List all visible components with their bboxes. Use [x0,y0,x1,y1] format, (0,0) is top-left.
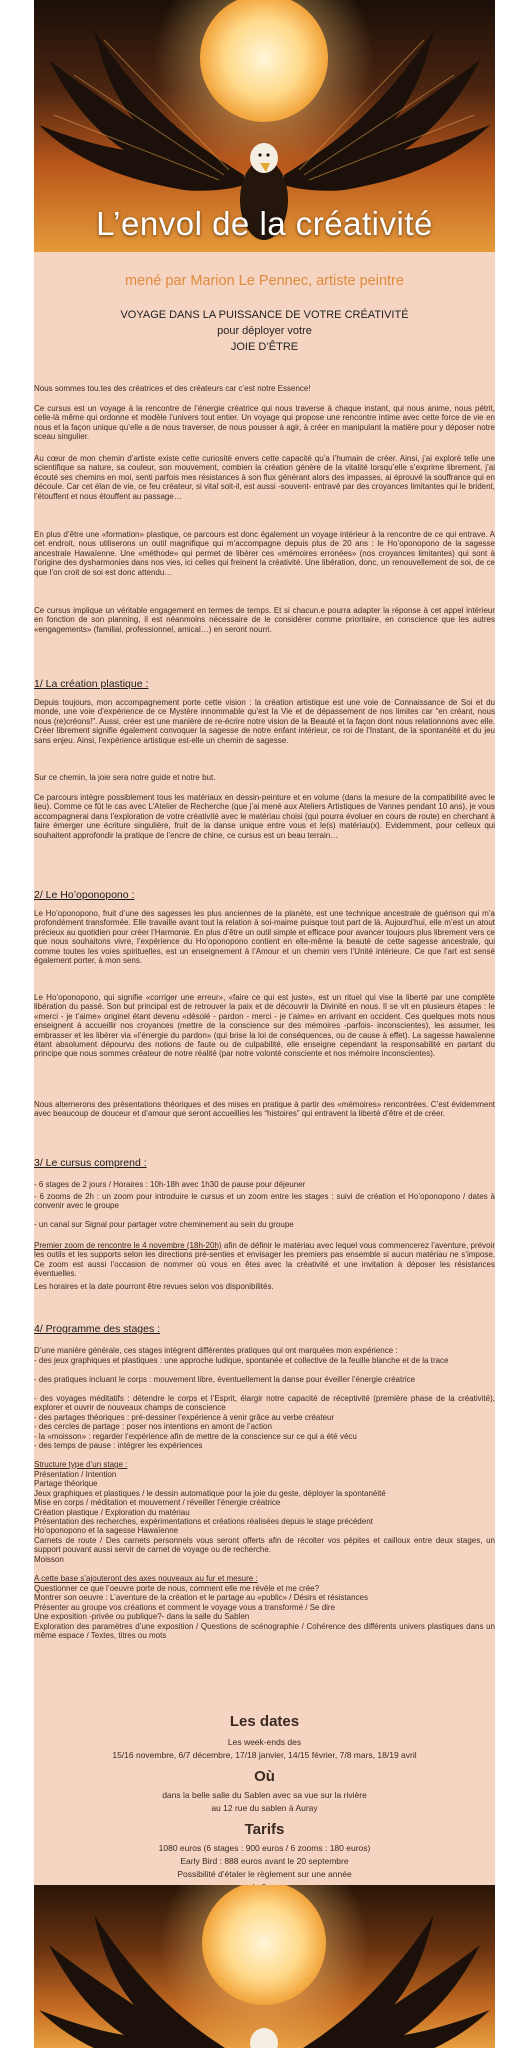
section-3-heading: 3/ Le cursus comprend : [34,1157,147,1169]
cursus-item-3: - un canal sur Signal pour partager votre cheminement au sein du groupe [34,1220,294,1229]
section-2-heading: 2/ Le Ho’oponopono : [34,889,135,901]
axes-item-3: Présenter au groupe vos créations et comment le voyage vous a transformé / Se dire [34,1603,336,1612]
tagline [34,307,495,355]
price-title: Tarifs [244,1821,285,1838]
structure-heading: Structure type d’un stage : [34,1460,128,1469]
practical-info [34,1713,495,1894]
intro-paragraph-4: En plus d’être une «formation» plastique, ce parcours est donc également un voyage intérieur à la rencontre de ce qui entrave. A cet endroit, nous utiliserons un outil magnifique qui m’accompagne depuis plus de 20 ans : le Ho’oponopono de la sagesse ancestrale Hawaïenne. Une «méthode» qui permet de libérer ces «mémoires erronées» (nos croyances limitantes) qui sont à l’origine des dysharmonies dans nos vies, ici celles qui freinent la créativité. Une libération, donc, un renouvellement de soi, de ce que l’on croit de soi est donc attendu… [34,530,495,577]
program-item-7: - des temps de pause : intégrer les expériences [34,1441,203,1450]
subtitle: mené par Marion Le Pennec, artiste peintre [125,273,404,289]
program-item-2: - des pratiques incluant le corps : mouvement libre, éventuellement la danse pour éveiller l’énergie créatrice [34,1375,416,1384]
intro-paragraph-3: Au cœur de mon chemin d’artiste existe cette curiosité envers cette capacité qu’a l’humain de créer. Ainsi, j’ai exploré telle une scientifique sa nature, sa couleur, son mouvement, combien la création génère de la vitalité lorsqu’elle s’exprime librement, j’ai écouté ses chemins en moi, senti parfois mes résistances à son flux générant alors des impasses, ai éprouvé la souffrance qui en découle. Car cet élan de vie, ce feu créateur, si vital soit-il, est aussi -souvent- entravé par des croyances limitantes qui le brident, l’étouffent et nous étouffent au passage… [34,454,495,501]
cursus-item-2: - 6 zooms de 2h : un zoom pour introduire le cursus et un zoom entre les stages : suivi de création et Ho’oponopono / dates à convenir avec le groupe [34,1192,495,1211]
schedule-note: Les horaires et la date pourront être revues selon vos disponibilités. [34,1282,274,1291]
zoom-date-link: Premier zoom de rencontre le 4 novembre (18h-20h) [34,1241,222,1250]
dates-title: Les dates [229,1713,300,1730]
section-2-paragraph-3: Nous alternerons des présentations théoriques et des mises en pratique à partir des «mémoires» rencontrées. C’est évidemment avec beaucoup de douceur et d’amour que seront accueillies les “histoires” qui entravent la liberté d’être et de créer. [34,1100,495,1119]
program-intro: D’une manière générale, ces stages intègrent différentes pratiques qui ont marquées mon expérience : [34,1346,398,1355]
axes-item-5: Exploration des paramètres d’une exposition / Questions de scénographie / Cohérence des différents univers plastiques dans un même espace / Textes, titres ou mots [34,1622,495,1641]
section-2-paragraph-1: Le Ho’oponopono, fruit d’une des sagesses les plus anciennes de la planète, est une technique ancestrale de guérison qui m’a profondément transformée. Elle travaille avant tout la relation à soi-maime puisque tout part de là. Aujourd’hui, elle m’est un atout précieux au quotidien pour créer l’Harmonie. En plus d’être un outil simple et efficace pour avancer toujours plus librement vers ce que nous souhaitons vivre, l’expérience du Ho’oponopono contient en elle-même la beauté de cette sagesse ancestrale, qui comme toutes les voies spirituelles, est un enseignement à l’Amour et un chemin vers l’Unité intérieure. Ce que l’art est sensé également porter, à mon sens. [34,909,495,966]
structure-item-2: Partage théorique [34,1479,98,1488]
banner-title: L’envol de la créativité [96,205,433,242]
section-1-paragraph-3: Ce parcours intègre possiblement tous les matériaux en dessin-peinture et en volume (dans la mesure de la compatibilité avec le lieu). Comme ce fût le cas avec L’Atelier de Recherche (que j’ai mené aux Ateliers Artistiques de Vannes pendant 10 ans), je vous accompagnerai dans l’exploration de votre créativité avec le matériau choisi (qui pourra évoluer en cours de route) en cherchant à faire émerger une écriture singulière, fruit de la danse unique entre vous et le(s) matériau(x). Evidemment, pour celleux qui souhaitent approfondir la pratique de l’encre de chine, ce cursus est un beau terrain… [34,793,495,840]
where-line-2: au 12 rue du sablen à Auray [211,1803,318,1813]
tagline-line-3: JOIE D’ÊTRE [230,341,299,353]
zoom-description: afin de définir le matériau avec lequel vous commencerez l’aventure, prévoir les outils et les supports selon les directions pré-senties et envisager les premiers pas ensemble si aucun matériau ne s’impose. Ce zoom est aussi l’occasion de nommer où vous en êtes avec la créativité et une invitation à déposer les résistances éventuelles. [34,1241,495,1279]
cursus-item-1: - 6 stages de 2 jours / Horaires : 10h-18h avec 1h30 de pause pour déjeuner [34,1180,306,1189]
section-2-paragraph-2: Le Ho’oponopono, qui signifie «corriger une erreur», «faire ce qui est juste», est un rituel qui vise la liberté par une complète libération du passé. Son but principal est de retrouver la paix et de découvrir la Divinité en nous. Il se vit en plusieurs étapes : le «merci - je t’aime» originel étant devenu «désolé - pardon - merci - je t’aime» en arrivant en occident. Ces quelques mots nous enseignent à accueillir nos croyances (mettre de la conscience sur des mémoires -parfois- inconscientes), les assumer, les embrasser et les libérer via «l’énergie du pardon» (qui brise la loi de conséquences, ou de cause à effet). La sagesse hawaïenne étant absolument dépourvu des notions de faute ou de culpabilité, elle enseigne cependant la responsabilité en partant du principe que nous sommes créateur de notre réalité (par notre volonté consciente et nos mémoire inconscientes). [34,993,495,1059]
program-item-1: - des jeux graphiques et plastiques : une approche ludique, spontanée et collective de la feuille blanche et de la trace [34,1356,449,1365]
structure-item-9: Moisson [34,1555,64,1564]
dates-line-2: 15/16 novembre, 6/7 décembre, 17/18 janvier, 14/15 février, 7/8 mars, 18/19 avril [112,1750,417,1760]
eagle-sunset-banner-bottom [34,1885,495,2048]
dates-line-1: Les week-ends des [227,1737,302,1747]
price-line-3: Possibilité d’étaler le règlement sur une année [177,1869,352,1879]
structure-item-7: Ho’oponopono et la sagesse Hawaïenne [34,1526,179,1535]
program-item-5: - des cercles de partage : poser nos intentions en amont de l’action [34,1422,272,1431]
structure-item-6: Présentation des recherches, expérimentations et créations réalisées depuis le stage précédent [34,1517,373,1526]
section-1-paragraph-2: Sur ce chemin, la joie sera notre guide et notre but. [34,773,216,782]
structure-item-5: Création plastique / Exploration du matériau [34,1508,190,1517]
axes-item-2: Montrer son oeuvre : L’aventure de la création et le partage au «public» / Désirs et résistances [34,1593,368,1602]
structure-item-8: Carnets de route / Des carnets personnels vous seront offerts afin de récolter vos pépites et cailloux entre deux stages, un support pouvant aussi servir de carnet de voyage ou de recherche. [34,1536,495,1555]
structure-item-1: Présentation / Intention [34,1470,117,1479]
intro-paragraph-2: Ce cursus est un voyage à la rencontre de l’énergie créatrice qui nous traverse à chaque instant, qui nous anime, nous pétrit, celle-là même qui ordonne et modèle l’univers tout entier. Un voyage qui propose une rencontre intime avec cette force de vie en nous et la façon unique qu’elle a de nous traverser, de nous pousser à agir, à créer en manipulant la matière pour y déposer notre sceau singulier. [34,404,495,442]
axes-item-4: Une exposition -privée ou publique?- dans la salle du Sablen [34,1612,250,1621]
structure-item-3: Jeux graphiques et plastiques / le dessin automatique pour la joie du geste, déployer la spontanéité [34,1489,386,1498]
where-line-1: dans la belle salle du Sablen avec sa vue sur la rivière [162,1790,367,1800]
axes-heading: A cette base s’ajouteront des axes nouveaux au fur et mesure : [34,1574,258,1583]
structure-item-4: Mise en corps / méditation et mouvement / réveiller l’énergie créatrice [34,1498,281,1507]
tagline-line-1: VOYAGE DANS LA PUISSANCE DE VOTRE CRÉATIVITÉ [120,309,409,321]
intro-paragraph-5: Ce cursus implique un véritable engagement en termes de temps. Et si chacun.e pourra adapter la réponse à cet appel intérieur en fonction de son planning, il est néanmoins nécessaire de le considérer comme prioritaire, en conscience que les autres «engagements» (familial, professionnel, amical…) en seront nourri. [34,606,495,634]
axes-item-1: Questionner ce que l’oeuvre porte de nous, comment elle me révèle et me crée? [34,1584,320,1593]
price-line-1: 1080 euros (6 stages : 900 euros / 6 zooms : 180 euros) [158,1843,371,1853]
tagline-line-2: pour déployer votre [217,325,312,337]
program-item-3: - des voyages méditatifs : détendre le corps et l’Esprit, élargir notre capacité de réceptivité (première phase de la créativité), explorer et ouvrir de nouveaux champs de conscience [34,1394,495,1413]
section-1-heading: 1/ La création plastique : [34,678,149,690]
zoom-paragraph [34,1241,495,1279]
section-4-heading: 4/ Programme des stages : [34,1323,161,1335]
section-1-paragraph-1: Depuis toujours, mon accompagnement porte cette vision : la création artistique est une voie de Connaissance de Soi et du monde, une voie d’expérience de ce Mystère innommable qu’est la Vie et de dépassement de nos limites car “en créant, nous nous (re)créons!”. Aussi, créer est une manière de re-écrire notre vision de la Beauté et la façon dont nous relationnons avec elle. Créer librement signifie également convoquer la sagesse de notre enfant intérieur, ce roi de l’Instant, de la spontanéité et du jeu sans enjeu. Ainsi, l’expérience artistique est-elle un chemin de sagesse. [34,698,495,745]
program-item-6: - la «moisson» : regarder l’expérience afin de mettre de la conscience sur ce qui a été vécu [34,1432,357,1441]
eagle-sunset-banner [34,0,495,252]
intro-paragraph-1: Nous sommes tou.tes des créatrices et des créateurs car c’est notre Essence! [34,384,311,393]
eagle-illustration-bottom [34,1885,495,2048]
flyer-page [34,0,495,2048]
program-item-4: - des partages théoriques : pré-dessiner l’expérience à venir grâce au verbe créateur [34,1413,335,1422]
where-title: Où [254,1768,275,1785]
price-line-2: Early Bird : 888 euros avant le 20 septembre [180,1856,349,1866]
